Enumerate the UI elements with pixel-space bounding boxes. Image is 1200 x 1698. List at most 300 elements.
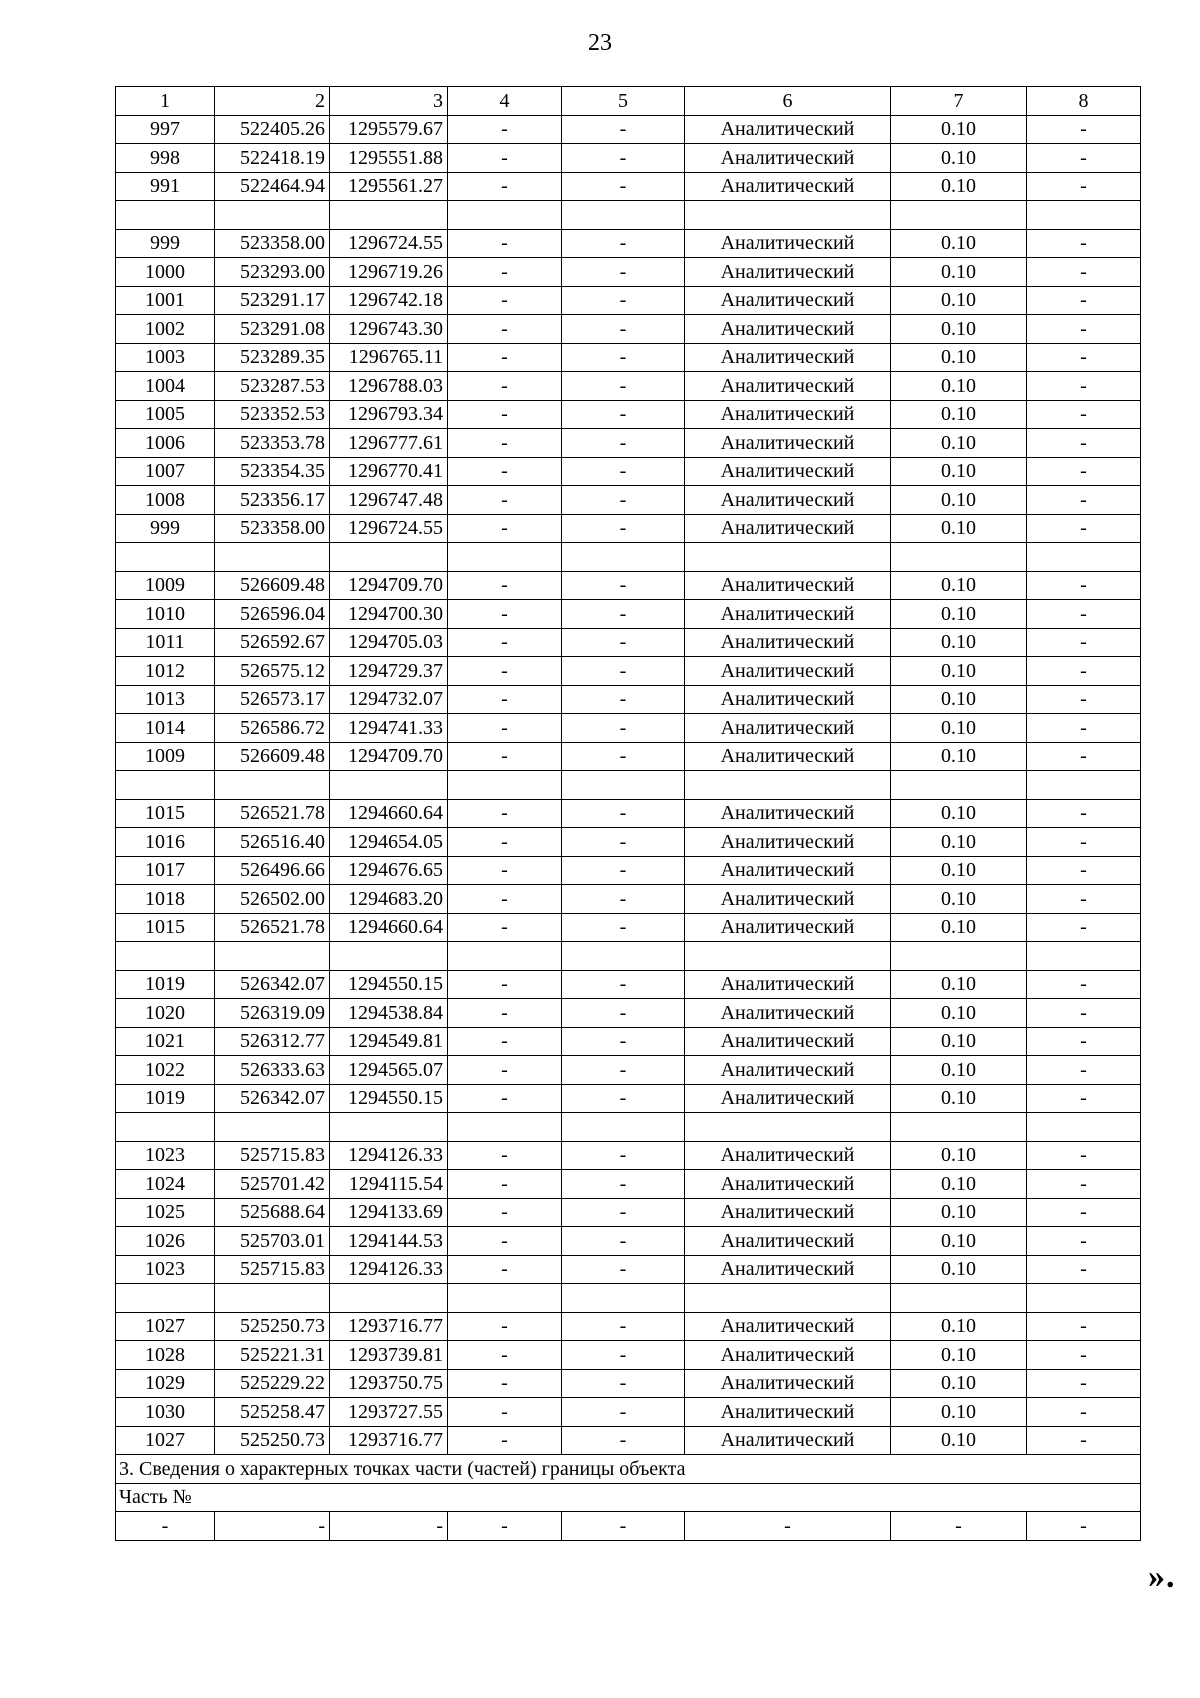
table-cell-col6: Аналитический: [685, 1027, 891, 1056]
table-cell-col4: -: [448, 400, 562, 429]
table-cell-col7: 0.10: [891, 1141, 1027, 1170]
table-cell-col8: [1027, 1113, 1141, 1142]
table-cell-col2: [215, 1113, 330, 1142]
table-cell-col7: 0.10: [891, 457, 1027, 486]
table-cell-col8: -: [1027, 372, 1141, 401]
table-cell-col7: 0.10: [891, 1084, 1027, 1113]
table-cell-col8: -: [1027, 115, 1141, 144]
table-cell-col3: 1294660.64: [330, 913, 448, 942]
table-cell-col6: Аналитический: [685, 457, 891, 486]
table-cell-col3: 3: [330, 87, 448, 116]
table-cell-col1: 1: [116, 87, 215, 116]
table-separator-row: [116, 942, 1141, 971]
table-cell-col7: 0.10: [891, 685, 1027, 714]
table-cell-col2: 526342.07: [215, 1084, 330, 1113]
table-cell-col7: [891, 201, 1027, 230]
table-cell-col5: -: [562, 514, 685, 543]
table-cell-col4: -: [448, 1312, 562, 1341]
table-cell-col7: 0.10: [891, 628, 1027, 657]
table-cell-col4: [448, 1284, 562, 1313]
table-cell-col8: -: [1027, 400, 1141, 429]
table-cell-col7: 7: [891, 87, 1027, 116]
table-cell-col3: 1294126.33: [330, 1141, 448, 1170]
table-cell-col7: 0.10: [891, 1312, 1027, 1341]
table-cell-col1: 1006: [116, 429, 215, 458]
table-cell-col8: -: [1027, 828, 1141, 857]
table-cell-col6: Аналитический: [685, 1227, 891, 1256]
table-row: [116, 714, 1141, 743]
table-row: [116, 286, 1141, 315]
table-cell-col4: -: [448, 1198, 562, 1227]
table-cell-col6: Аналитический: [685, 1084, 891, 1113]
table-cell-col5: -: [562, 885, 685, 914]
table-cell-col4: -: [448, 1341, 562, 1370]
table-cell-col7: 0.10: [891, 486, 1027, 515]
table-cell-col6: Аналитический: [685, 1056, 891, 1085]
table-cell-col1: 1011: [116, 628, 215, 657]
table-row: [116, 172, 1141, 201]
table-cell-col1: 1007: [116, 457, 215, 486]
table-cell-col4: -: [448, 343, 562, 372]
table-cell-col7: 0.10: [891, 828, 1027, 857]
table-cell-col5: -: [562, 1170, 685, 1199]
table-cell-col4: [448, 543, 562, 572]
table-cell-col8: -: [1027, 571, 1141, 600]
table-cell-col3: 1294729.37: [330, 657, 448, 686]
table-cell-col7: 0.10: [891, 115, 1027, 144]
table-row: [116, 999, 1141, 1028]
table-cell-col4: -: [448, 315, 562, 344]
table-cell-col7: 0.10: [891, 400, 1027, 429]
table-cell-col8: -: [1027, 229, 1141, 258]
table-cell-col2: 525703.01: [215, 1227, 330, 1256]
table-cell-col5: -: [562, 685, 685, 714]
table-cell-col1: 1028: [116, 1341, 215, 1370]
table-row: [116, 1056, 1141, 1085]
table-cell-col6: Аналитический: [685, 144, 891, 173]
table-cell-col1: 1010: [116, 600, 215, 629]
table-cell-col3: [330, 771, 448, 800]
table-cell-col7: 0.10: [891, 600, 1027, 629]
table-cell-col6: Аналитический: [685, 1369, 891, 1398]
table-cell-col7: 0.10: [891, 343, 1027, 372]
table-cell-col7: 0.10: [891, 286, 1027, 315]
table-cell-col2: [215, 942, 330, 971]
table-cell-col4: -: [448, 970, 562, 999]
table-cell-col7: [891, 543, 1027, 572]
table-cell-col6: 6: [685, 87, 891, 116]
table-cell-col1: 1005: [116, 400, 215, 429]
table-cell-col2: 525250.73: [215, 1312, 330, 1341]
table-cell-col7: 0.10: [891, 1398, 1027, 1427]
table-cell-col6: Аналитический: [685, 486, 891, 515]
table-cell-col6: [685, 543, 891, 572]
table-cell-col3: 1293716.77: [330, 1312, 448, 1341]
table-cell-col4: -: [448, 1027, 562, 1056]
table-row: [116, 799, 1141, 828]
table-cell-col6: Аналитический: [685, 372, 891, 401]
section-title-row: [116, 1455, 1141, 1484]
table-separator-row: [116, 201, 1141, 230]
table-cell-col3: 1294705.03: [330, 628, 448, 657]
table-cell-col6: Аналитический: [685, 885, 891, 914]
table-cell-col1: 1023: [116, 1141, 215, 1170]
table-row: [116, 486, 1141, 515]
table-cell-col3: 1294126.33: [330, 1255, 448, 1284]
table-cell-col4: -: [448, 571, 562, 600]
closing-quote-mark: ».: [1148, 1558, 1176, 1595]
table-cell-col7: 0.10: [891, 571, 1027, 600]
part-label-row: [116, 1483, 1141, 1512]
table-cell-col8: [1027, 771, 1141, 800]
table-cell-col2: [215, 771, 330, 800]
table-cell-col1: 1019: [116, 970, 215, 999]
table-cell-col6: [685, 1284, 891, 1313]
table-cell-col6: Аналитический: [685, 1198, 891, 1227]
table-cell-col1: 1017: [116, 856, 215, 885]
coordinates-table: [115, 86, 1141, 1541]
table-cell-col7: 0.10: [891, 913, 1027, 942]
table-row: [116, 258, 1141, 287]
table-cell-col1: 998: [116, 144, 215, 173]
table-cell-col3: 1294732.07: [330, 685, 448, 714]
page-number: 23: [588, 30, 612, 56]
table-cell-col7: 0.10: [891, 657, 1027, 686]
table-cell-col4: -: [448, 628, 562, 657]
table-row: [116, 1027, 1141, 1056]
table-cell-col3: 1294565.07: [330, 1056, 448, 1085]
table-cell-col6: Аналитический: [685, 657, 891, 686]
table-cell-col1: 1027: [116, 1426, 215, 1455]
table-cell-col7: [891, 771, 1027, 800]
table-cell-col4: -: [448, 1141, 562, 1170]
table-cell-col5: -: [562, 343, 685, 372]
table-cell-col5: -: [562, 1198, 685, 1227]
table-cell-col3: 1294660.64: [330, 799, 448, 828]
table-cell-col6: Аналитический: [685, 115, 891, 144]
table-cell-col8: -: [1027, 685, 1141, 714]
table-row: [116, 628, 1141, 657]
table-cell-col2: 526575.12: [215, 657, 330, 686]
table-cell-col7: 0.10: [891, 1027, 1027, 1056]
table-header-row: [116, 87, 1141, 116]
table-cell-col8: -: [1027, 1255, 1141, 1284]
table-separator-row: [116, 771, 1141, 800]
table-cell-col2: 523291.17: [215, 286, 330, 315]
table-cell-col8: -: [1027, 1341, 1141, 1370]
table-cell-col1: -: [116, 1512, 215, 1541]
table-cell-col8: -: [1027, 1227, 1141, 1256]
table-cell-col6: Аналитический: [685, 571, 891, 600]
table-cell-col6: [685, 1113, 891, 1142]
table-cell-col7: 0.10: [891, 258, 1027, 287]
table-cell-col1: [116, 543, 215, 572]
table-cell-col3: 1294709.70: [330, 571, 448, 600]
table-cell-col2: 2: [215, 87, 330, 116]
table-cell-col1: 1029: [116, 1369, 215, 1398]
table-separator-row: [116, 1113, 1141, 1142]
table-cell-col5: -: [562, 1312, 685, 1341]
table-cell-col2: 526609.48: [215, 742, 330, 771]
table-cell-col8: -: [1027, 1312, 1141, 1341]
table-cell-col2: 525250.73: [215, 1426, 330, 1455]
table-row: [116, 1426, 1141, 1455]
table-cell-col1: 1016: [116, 828, 215, 857]
table-cell-col5: -: [562, 1426, 685, 1455]
table-cell-col1: 1024: [116, 1170, 215, 1199]
table-cell-col3: 1296742.18: [330, 286, 448, 315]
table-cell-col5: -: [562, 628, 685, 657]
table-cell-col8: -: [1027, 714, 1141, 743]
table-cell-col4: -: [448, 1426, 562, 1455]
table-cell-col3: 1296770.41: [330, 457, 448, 486]
table-cell-col3: 1294550.15: [330, 1084, 448, 1113]
table-cell-col2: 523358.00: [215, 514, 330, 543]
table-cell-col7: 0.10: [891, 999, 1027, 1028]
table-cell-col5: -: [562, 799, 685, 828]
table-cell-col2: 526573.17: [215, 685, 330, 714]
table-cell-col3: 1293750.75: [330, 1369, 448, 1398]
table-cell-col5: -: [562, 856, 685, 885]
table-cell-col1: 1003: [116, 343, 215, 372]
table-cell-col4: -: [448, 1170, 562, 1199]
table-cell-col8: -: [1027, 1170, 1141, 1199]
table-cell-col4: -: [448, 1512, 562, 1541]
table-cell-col5: -: [562, 1141, 685, 1170]
table-cell-col8: -: [1027, 742, 1141, 771]
table-cell-col6: Аналитический: [685, 1312, 891, 1341]
table-cell-col3: 1295579.67: [330, 115, 448, 144]
table-row: [116, 1227, 1141, 1256]
table-cell-col1: 1027: [116, 1312, 215, 1341]
table-cell-col6: Аналитический: [685, 600, 891, 629]
table-cell-col4: -: [448, 685, 562, 714]
table-cell-col5: -: [562, 1341, 685, 1370]
table-cell-col5: -: [562, 1027, 685, 1056]
table-cell-col1: [116, 771, 215, 800]
table-cell-col5: -: [562, 457, 685, 486]
table-cell-col5: -: [562, 286, 685, 315]
table-row: [116, 1369, 1141, 1398]
table-cell-col6: Аналитический: [685, 1255, 891, 1284]
table-cell-col1: 1009: [116, 571, 215, 600]
table-cell-col6: Аналитический: [685, 400, 891, 429]
table-row: [116, 372, 1141, 401]
table-cell-col2: 523287.53: [215, 372, 330, 401]
table-cell-col6: Аналитический: [685, 258, 891, 287]
table-cell-col8: -: [1027, 657, 1141, 686]
table-cell-col4: -: [448, 1227, 562, 1256]
table-cell-col2: 526521.78: [215, 799, 330, 828]
table-cell-col6: Аналитический: [685, 628, 891, 657]
table-cell-col5: -: [562, 486, 685, 515]
table-cell-col2: [215, 1284, 330, 1313]
table-row: [116, 828, 1141, 857]
table-cell-col3: 1295551.88: [330, 144, 448, 173]
table-cell-col3: 1294741.33: [330, 714, 448, 743]
table-row: [116, 1084, 1141, 1113]
table-cell-col5: -: [562, 229, 685, 258]
table-cell-col2: 526586.72: [215, 714, 330, 743]
table-cell-col5: 5: [562, 87, 685, 116]
table-cell-col4: -: [448, 486, 562, 515]
table-cell-col7: 0.10: [891, 885, 1027, 914]
table-cell-col4: [448, 1113, 562, 1142]
table-cell-col4: -: [448, 1056, 562, 1085]
table-cell-col2: 526516.40: [215, 828, 330, 857]
table-row: [116, 457, 1141, 486]
table-row: [116, 343, 1141, 372]
table-cell-col3: 1296724.55: [330, 229, 448, 258]
table-cell-col5: [562, 942, 685, 971]
table-cell-col5: -: [562, 1084, 685, 1113]
table-cell-col3: 1296793.34: [330, 400, 448, 429]
table-cell-col8: -: [1027, 999, 1141, 1028]
table-row: [116, 1198, 1141, 1227]
table-cell-col1: 1026: [116, 1227, 215, 1256]
table-cell-col3: 1294676.65: [330, 856, 448, 885]
table-cell-col8: [1027, 543, 1141, 572]
table-cell-col3: [330, 543, 448, 572]
table-cell-col6: Аналитический: [685, 1170, 891, 1199]
table-cell-col6: Аналитический: [685, 742, 891, 771]
table-cell-col4: -: [448, 372, 562, 401]
table-cell-col4: -: [448, 286, 562, 315]
table-cell-col2: 525715.83: [215, 1141, 330, 1170]
table-cell-col4: -: [448, 172, 562, 201]
table-cell-col2: 526592.67: [215, 628, 330, 657]
table-cell-col2: 523293.00: [215, 258, 330, 287]
table-cell-col8: -: [1027, 144, 1141, 173]
table-cell-col5: -: [562, 714, 685, 743]
table-cell-col4: -: [448, 1084, 562, 1113]
table-cell-col7: 0.10: [891, 429, 1027, 458]
table-cell-col3: 1296765.11: [330, 343, 448, 372]
table-cell-col4: -: [448, 885, 562, 914]
table-row: [116, 913, 1141, 942]
table-cell-col6: [685, 201, 891, 230]
table-cell-col1: 1013: [116, 685, 215, 714]
table-cell-col2: 526502.00: [215, 885, 330, 914]
table-cell-col1: 1008: [116, 486, 215, 515]
table-row: [116, 144, 1141, 173]
table-cell-col8: -: [1027, 457, 1141, 486]
table-row: [116, 1170, 1141, 1199]
table-cell-col3: [330, 1284, 448, 1313]
table-cell-col7: 0.10: [891, 856, 1027, 885]
table-cell-col2: 525715.83: [215, 1255, 330, 1284]
table-cell-col6: Аналитический: [685, 429, 891, 458]
table-cell-col1: 997: [116, 115, 215, 144]
table-cell-col2: 525701.42: [215, 1170, 330, 1199]
table-cell-col2: 525258.47: [215, 1398, 330, 1427]
table-cell-col1: 1018: [116, 885, 215, 914]
table-row: [116, 742, 1141, 771]
table-cell-col5: -: [562, 1369, 685, 1398]
table-cell-col7: 0.10: [891, 229, 1027, 258]
table-cell-col5: [562, 771, 685, 800]
table-cell-col8: -: [1027, 799, 1141, 828]
table-cell-col2: 523291.08: [215, 315, 330, 344]
table-cell-col6: Аналитический: [685, 172, 891, 201]
part-label-cell: Часть №: [116, 1483, 1141, 1512]
table-cell-col8: -: [1027, 1141, 1141, 1170]
table-cell-col4: -: [448, 999, 562, 1028]
table-cell-col4: -: [448, 115, 562, 144]
table-cell-col2: 522405.26: [215, 115, 330, 144]
table-row: [116, 685, 1141, 714]
table-cell-col3: 1294115.54: [330, 1170, 448, 1199]
table-separator-row: [116, 1284, 1141, 1313]
table-cell-col5: [562, 1284, 685, 1313]
table-cell-col6: Аналитический: [685, 315, 891, 344]
table-cell-col8: -: [1027, 286, 1141, 315]
table-cell-col5: -: [562, 913, 685, 942]
table-cell-col1: [116, 1113, 215, 1142]
table-row: [116, 1255, 1141, 1284]
table-cell-col4: -: [448, 600, 562, 629]
table-cell-col8: -: [1027, 856, 1141, 885]
table-cell-col3: 1294683.20: [330, 885, 448, 914]
table-cell-col1: 1009: [116, 742, 215, 771]
table-cell-col2: 526333.63: [215, 1056, 330, 1085]
table-separator-row: [116, 543, 1141, 572]
table-cell-col2: 523356.17: [215, 486, 330, 515]
table-cell-col8: -: [1027, 343, 1141, 372]
table-cell-col4: -: [448, 1255, 562, 1284]
table-cell-col8: -: [1027, 1084, 1141, 1113]
table-cell-col8: -: [1027, 172, 1141, 201]
table-cell-col4: [448, 201, 562, 230]
table-cell-col5: -: [562, 372, 685, 401]
table-row: [116, 885, 1141, 914]
table-cell-col8: -: [1027, 514, 1141, 543]
table-row: [116, 400, 1141, 429]
table-row: [116, 115, 1141, 144]
table-cell-col4: -: [448, 514, 562, 543]
table-cell-col5: [562, 201, 685, 230]
table-cell-col6: Аналитический: [685, 685, 891, 714]
table-body: [116, 87, 1141, 1541]
table-cell-col3: [330, 201, 448, 230]
table-cell-col5: -: [562, 742, 685, 771]
table-cell-col5: -: [562, 315, 685, 344]
table-cell-col4: -: [448, 144, 562, 173]
table-cell-col7: 0.10: [891, 315, 1027, 344]
table-cell-col3: 1294654.05: [330, 828, 448, 857]
table-cell-col4: -: [448, 258, 562, 287]
table-cell-col8: -: [1027, 1369, 1141, 1398]
table-cell-col2: 525229.22: [215, 1369, 330, 1398]
table-cell-col2: 522418.19: [215, 144, 330, 173]
table-cell-col7: [891, 1113, 1027, 1142]
table-cell-col7: 0.10: [891, 742, 1027, 771]
table-cell-col8: -: [1027, 885, 1141, 914]
table-cell-col5: -: [562, 600, 685, 629]
table-cell-col7: 0.10: [891, 1341, 1027, 1370]
table-cell-col5: [562, 543, 685, 572]
table-cell-col6: [685, 942, 891, 971]
table-cell-col7: 0.10: [891, 1426, 1027, 1455]
table-cell-col3: 1294538.84: [330, 999, 448, 1028]
table-cell-col6: Аналитический: [685, 1141, 891, 1170]
table-cell-col1: 1002: [116, 315, 215, 344]
table-cell-col8: -: [1027, 970, 1141, 999]
table-cell-col6: Аналитический: [685, 286, 891, 315]
table-cell-col2: 522464.94: [215, 172, 330, 201]
table-cell-col2: 523354.35: [215, 457, 330, 486]
table-cell-col8: -: [1027, 1398, 1141, 1427]
